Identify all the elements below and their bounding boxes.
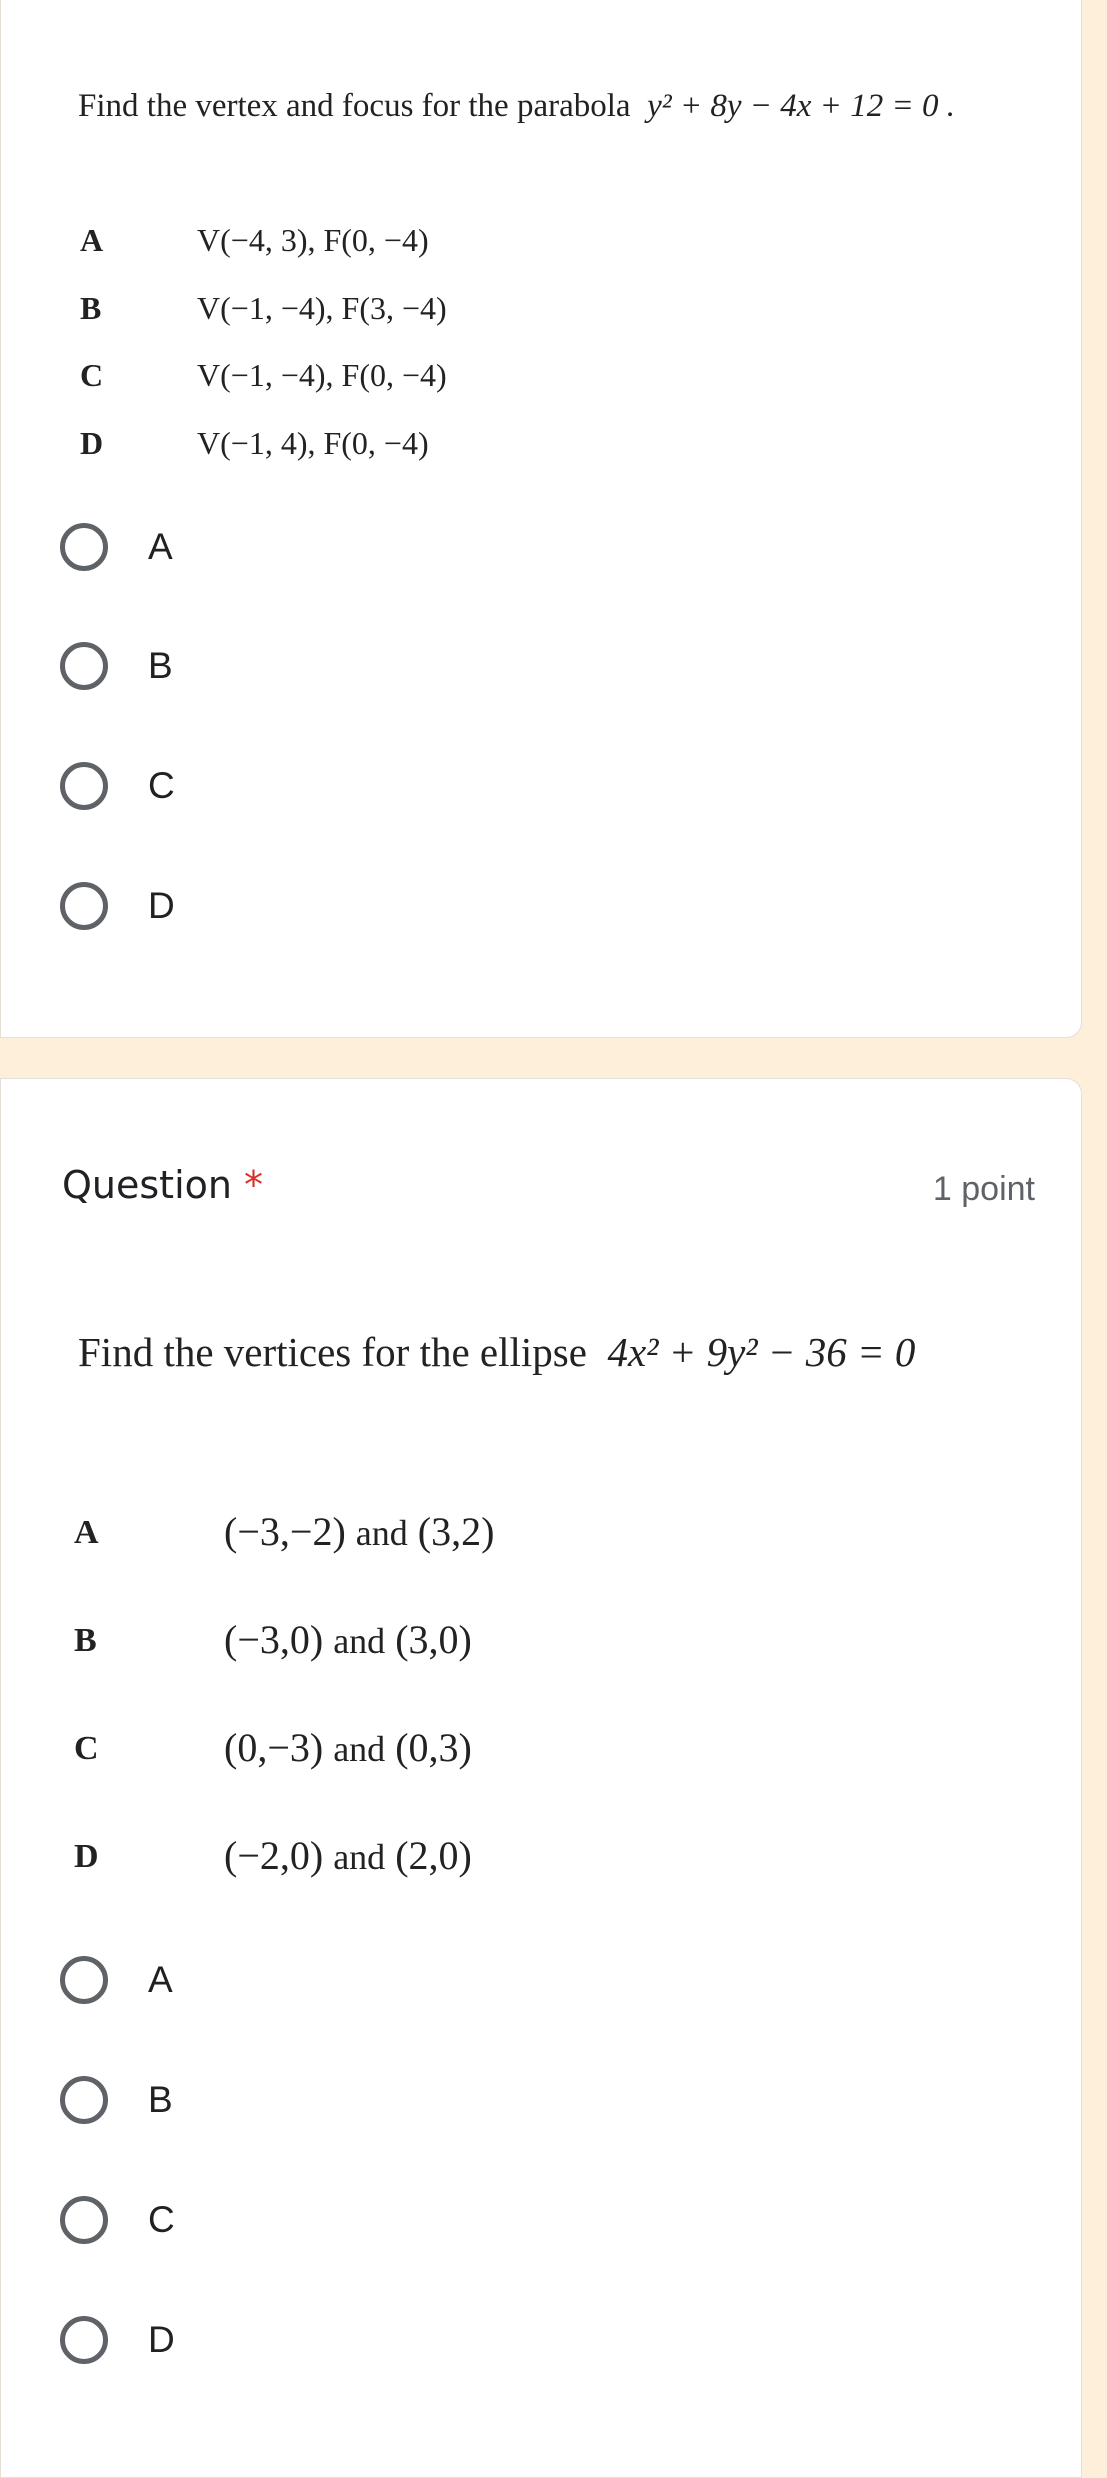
question-2-choice-d[interactable] — [60, 2310, 175, 2370]
question-1-choice-a[interactable] — [60, 517, 173, 577]
question-1-choice-c[interactable] — [60, 756, 175, 816]
radio-button[interactable] — [60, 523, 108, 571]
radio-button[interactable] — [60, 762, 108, 810]
question-2-title: Question * — [62, 1163, 263, 1207]
choice-label: A — [148, 526, 173, 567]
choice-label: B — [148, 645, 173, 686]
choice-label: B — [148, 2079, 173, 2120]
radio-button[interactable] — [60, 2196, 108, 2244]
question-1-choice-d[interactable] — [60, 876, 175, 936]
question-1-text: Find the vertex and focus for the parabola y² + 8y − 4x + 12 = 0 . — [78, 88, 955, 124]
question-1-choice-b[interactable] — [60, 636, 173, 696]
choice-label: D — [148, 885, 175, 926]
required-asterisk: * — [243, 1163, 263, 1207]
choice-label: A — [148, 1959, 173, 2000]
question-1-equation: y² + 8y − 4x + 12 = 0 . — [647, 88, 955, 124]
radio-button[interactable] — [60, 2076, 108, 2124]
question-2-points: 1 point — [932, 1170, 1035, 1208]
question-2-choice-c[interactable] — [60, 2190, 175, 2250]
choice-label: C — [148, 765, 175, 806]
radio-button[interactable] — [60, 642, 108, 690]
choice-label: C — [148, 2199, 175, 2240]
question-2-text: Find the vertices for the ellipse 4x² + 9y² − 36 = 0 — [78, 1329, 916, 1375]
question-2-choice-b[interactable] — [60, 2070, 173, 2130]
radio-button[interactable] — [60, 1956, 108, 2004]
choice-label: D — [148, 2319, 175, 2360]
question-2-equation: 4x² + 9y² − 36 = 0 — [607, 1329, 916, 1375]
radio-button[interactable] — [60, 882, 108, 930]
radio-button[interactable] — [60, 2316, 108, 2364]
question-2-choice-a[interactable] — [60, 1950, 173, 2010]
question-card-2 — [0, 1078, 1082, 2478]
